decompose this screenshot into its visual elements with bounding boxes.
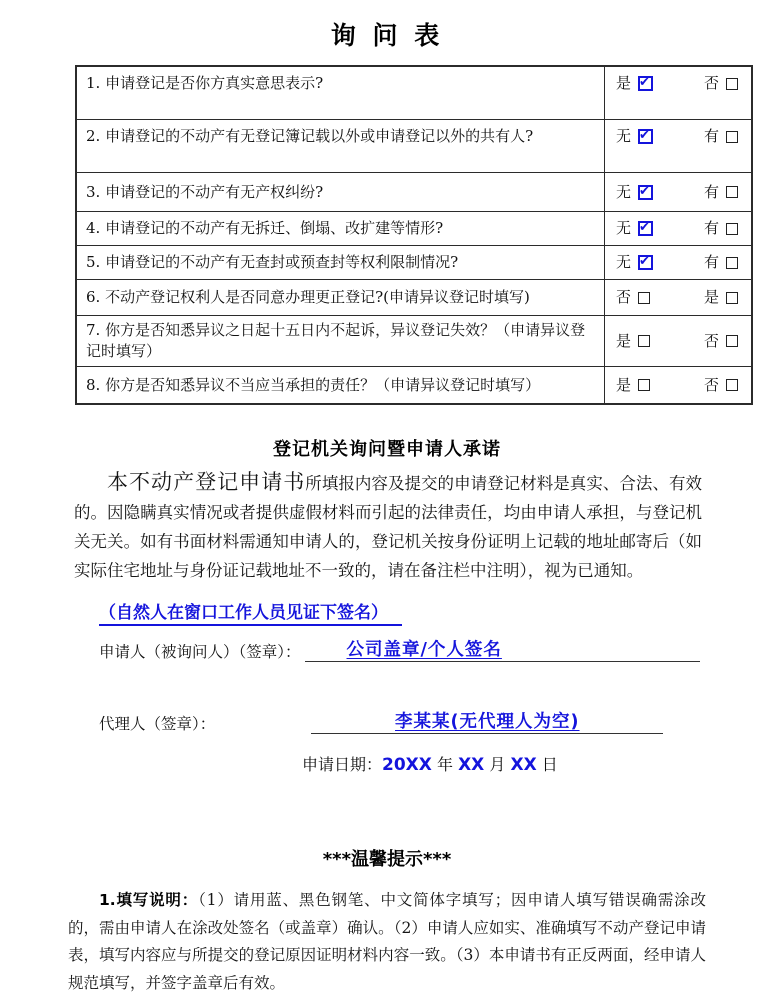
option-label: 否 — [703, 331, 719, 350]
inquiry-form-page — [0, 16, 774, 992]
tips-body: （1）请用蓝、黑色钢笔、中文简体字填写；因申请人填写错误确需涂改的，需由申请人在涂改处签名（或盖章）确认。（2）申请人应如实、准确填写不动产登记申请表，填写内容应与所提交的登记原因证明材料内容一致。（3）本申请书有正反两面，经申请人规范填写，并签字盖章后有效。 — [68, 891, 706, 992]
option-label: 否 — [616, 288, 632, 306]
table-row — [76, 316, 752, 367]
question-text: 5. 申请登记的不动产有无查封或预查封等权利限制情况? — [76, 246, 605, 280]
option-label: 否 — [703, 375, 719, 394]
tips-heading: ***温馨提示*** — [322, 849, 452, 870]
application-date-line — [302, 752, 774, 775]
table-row — [76, 212, 752, 246]
checkbox-have[interactable] — [726, 131, 738, 143]
option-label: 否 — [703, 74, 719, 92]
checkbox-none[interactable] — [638, 221, 653, 236]
checkbox-no[interactable] — [726, 335, 738, 347]
option-label: 是 — [616, 74, 632, 92]
checkbox-have[interactable] — [726, 186, 738, 198]
applicant-signature-value: 公司盖章/个人签名 — [346, 640, 502, 660]
date-month: XX — [458, 755, 485, 775]
question-text: 6. 不动产登记权利人是否同意办理更正登记?(申请异议登记时填写) — [76, 280, 605, 316]
table-row — [76, 367, 752, 405]
agent-label: 代理人（签章）： — [99, 715, 216, 733]
option-label: 无 — [616, 219, 632, 237]
date-year-unit: 年 — [431, 755, 459, 774]
table-row — [76, 66, 752, 120]
answer-options — [616, 375, 738, 396]
option-label: 是 — [703, 288, 719, 306]
agent-signature-value: 李某某(无代理人为空) — [395, 712, 580, 732]
checkbox-none[interactable] — [638, 129, 653, 144]
answer-options — [616, 287, 738, 308]
checkbox-yes[interactable] — [638, 335, 650, 347]
checkbox-yes[interactable] — [638, 76, 653, 91]
check-icon: ✔ — [639, 128, 650, 143]
check-icon: ✔ — [639, 75, 650, 90]
page-title: 询 问 表 — [330, 21, 444, 50]
question-text: 4. 申请登记的不动产有无拆迁、倒塌、改扩建等情形? — [76, 212, 605, 246]
promise-paragraph — [74, 468, 702, 585]
checkbox-no[interactable] — [726, 379, 738, 391]
checkbox-none[interactable] — [638, 255, 653, 270]
check-icon: ✔ — [639, 254, 650, 269]
option-label: 有 — [703, 219, 719, 237]
table-row — [76, 173, 752, 212]
check-icon: ✔ — [639, 183, 650, 199]
applicant-signature-row — [99, 636, 700, 662]
question-text: 8. 你方是否知悉异议不当应当承担的责任？（申请异议登记时填写） — [76, 367, 605, 405]
answer-options — [616, 73, 738, 94]
option-label: 无 — [616, 253, 632, 271]
checkbox-yes[interactable] — [726, 292, 738, 304]
checkbox-have[interactable] — [726, 257, 738, 269]
promise-body: 所填报内容及提交的申请登记材料是真实、合法、有效的。因隐瞒真实情况或者提供虚假材料而引起的法律责任，均由申请人承担，与登记机关无关。如有书面材料需通知申请人的，登记机关按身份证明上记载的地址邮寄后（如实际住宅地址与身份证记载地址不一致的，请在备注栏中注明），视为已通知。 — [74, 474, 702, 580]
table-row — [76, 280, 752, 316]
question-text: 3. 申请登记的不动产有无产权纠纷? — [76, 173, 605, 212]
date-day: XX — [510, 755, 537, 775]
option-label: 有 — [703, 127, 719, 145]
applicant-signature-line — [305, 636, 700, 662]
checkbox-have[interactable] — [726, 223, 738, 235]
agent-signature-row — [99, 708, 700, 734]
answer-options — [616, 218, 738, 239]
witness-note: （自然人在窗口工作人员见证下签名） — [99, 598, 402, 626]
table-row — [76, 246, 752, 280]
tips-lead: 1.填写说明： — [99, 891, 199, 909]
checkbox-no[interactable] — [638, 292, 650, 304]
answer-options — [616, 126, 738, 147]
question-text: 2. 申请登记的不动产有无登记簿记载以外或申请登记以外的共有人? — [76, 120, 605, 173]
option-label: 是 — [616, 375, 632, 394]
date-year: 20XX — [382, 755, 432, 775]
question-text: 7. 你方是否知悉异议之日起十五日内不起诉，异议登记失效？（申请异议登记时填写） — [76, 316, 605, 367]
date-month-unit: 月 — [484, 755, 511, 774]
checkbox-yes[interactable] — [638, 379, 650, 391]
answer-options — [616, 252, 738, 273]
checkbox-no[interactable] — [726, 78, 738, 90]
answer-options — [616, 331, 738, 352]
check-icon: ✔ — [639, 220, 650, 235]
tips-paragraph — [68, 887, 706, 997]
answer-options — [616, 182, 738, 203]
promise-heading: 登记机关询问暨申请人承诺 — [273, 439, 501, 460]
promise-lead: 本不动产登记申请书 — [107, 470, 306, 494]
table-row — [76, 120, 752, 173]
option-label: 有 — [703, 182, 719, 201]
option-label: 是 — [616, 331, 632, 350]
agent-signature-line — [311, 708, 663, 734]
option-label: 无 — [616, 182, 632, 201]
option-label: 无 — [616, 127, 632, 145]
checkbox-none[interactable] — [638, 185, 653, 200]
inquiry-table — [75, 65, 753, 405]
date-label: 申请日期： — [302, 755, 383, 774]
date-day-unit: 日 — [536, 755, 558, 774]
question-text: 1. 申请登记是否你方真实意思表示? — [76, 66, 605, 120]
applicant-label: 申请人（被询问人）（签章）： — [99, 643, 301, 661]
option-label: 有 — [703, 253, 719, 271]
